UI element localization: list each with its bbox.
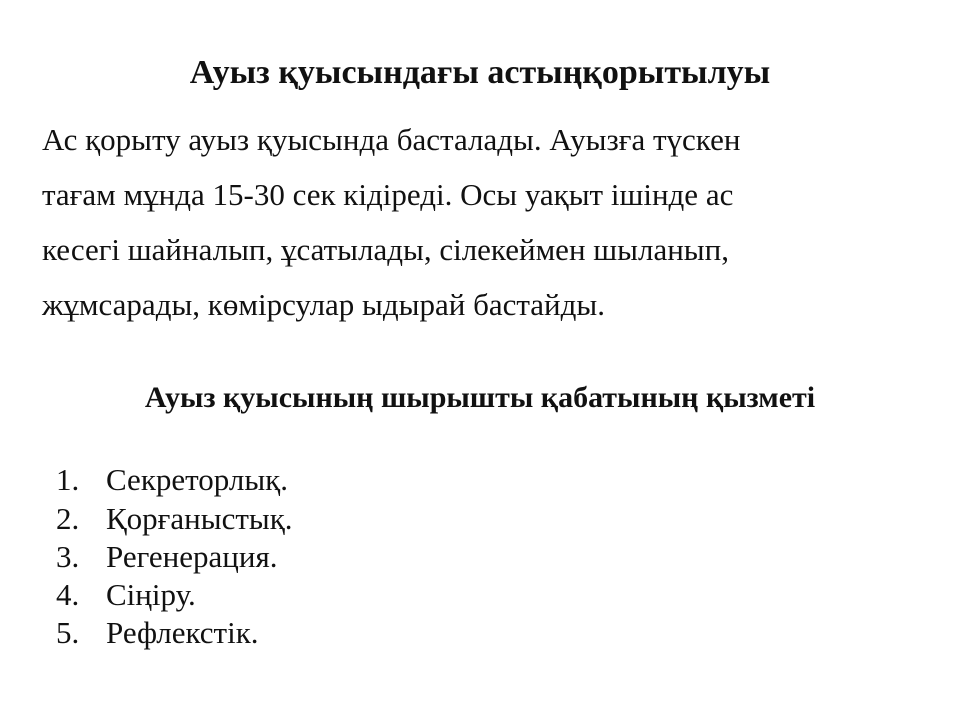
list-item-text: Сіңіру.	[106, 577, 196, 612]
list-item-number: 1.	[56, 462, 80, 497]
list-item-text: Регенерация.	[106, 539, 278, 574]
paragraph-line: кесегі шайналып, ұсатылады, сілекеймен шыланып,	[42, 232, 729, 267]
intro-paragraph	[42, 112, 922, 332]
list-item-text: Қорғаныстық.	[106, 501, 293, 536]
list-item-number: 4.	[56, 577, 80, 612]
list-item-text: Рефлекстік.	[106, 615, 259, 650]
section-subtitle: Ауыз қуысының шырышты қабатының қызметі	[144, 381, 816, 414]
list-item-number: 3.	[56, 539, 80, 574]
list-item-number: 2.	[56, 501, 80, 536]
list-item	[56, 576, 293, 614]
list-item	[56, 538, 293, 576]
list-item	[56, 500, 293, 538]
function-list	[56, 460, 293, 652]
paragraph-line: тағам мұнда 15-30 сек кідіреді. Осы уақыт ішінде ас	[42, 177, 734, 212]
list-item	[56, 460, 293, 500]
list-item	[56, 614, 293, 652]
paragraph-line: Ас қорыту ауыз қуысында басталады. Ауызға түскен	[42, 122, 741, 157]
list-item-number: 5.	[56, 615, 80, 650]
list-item-text: Секреторлық.	[106, 462, 288, 497]
paragraph-line: жұмсарады, көмірсулар ыдырай бастайды.	[42, 287, 605, 322]
slide-title: Ауыз қуысындағы астыңқорытылуы	[189, 54, 771, 91]
